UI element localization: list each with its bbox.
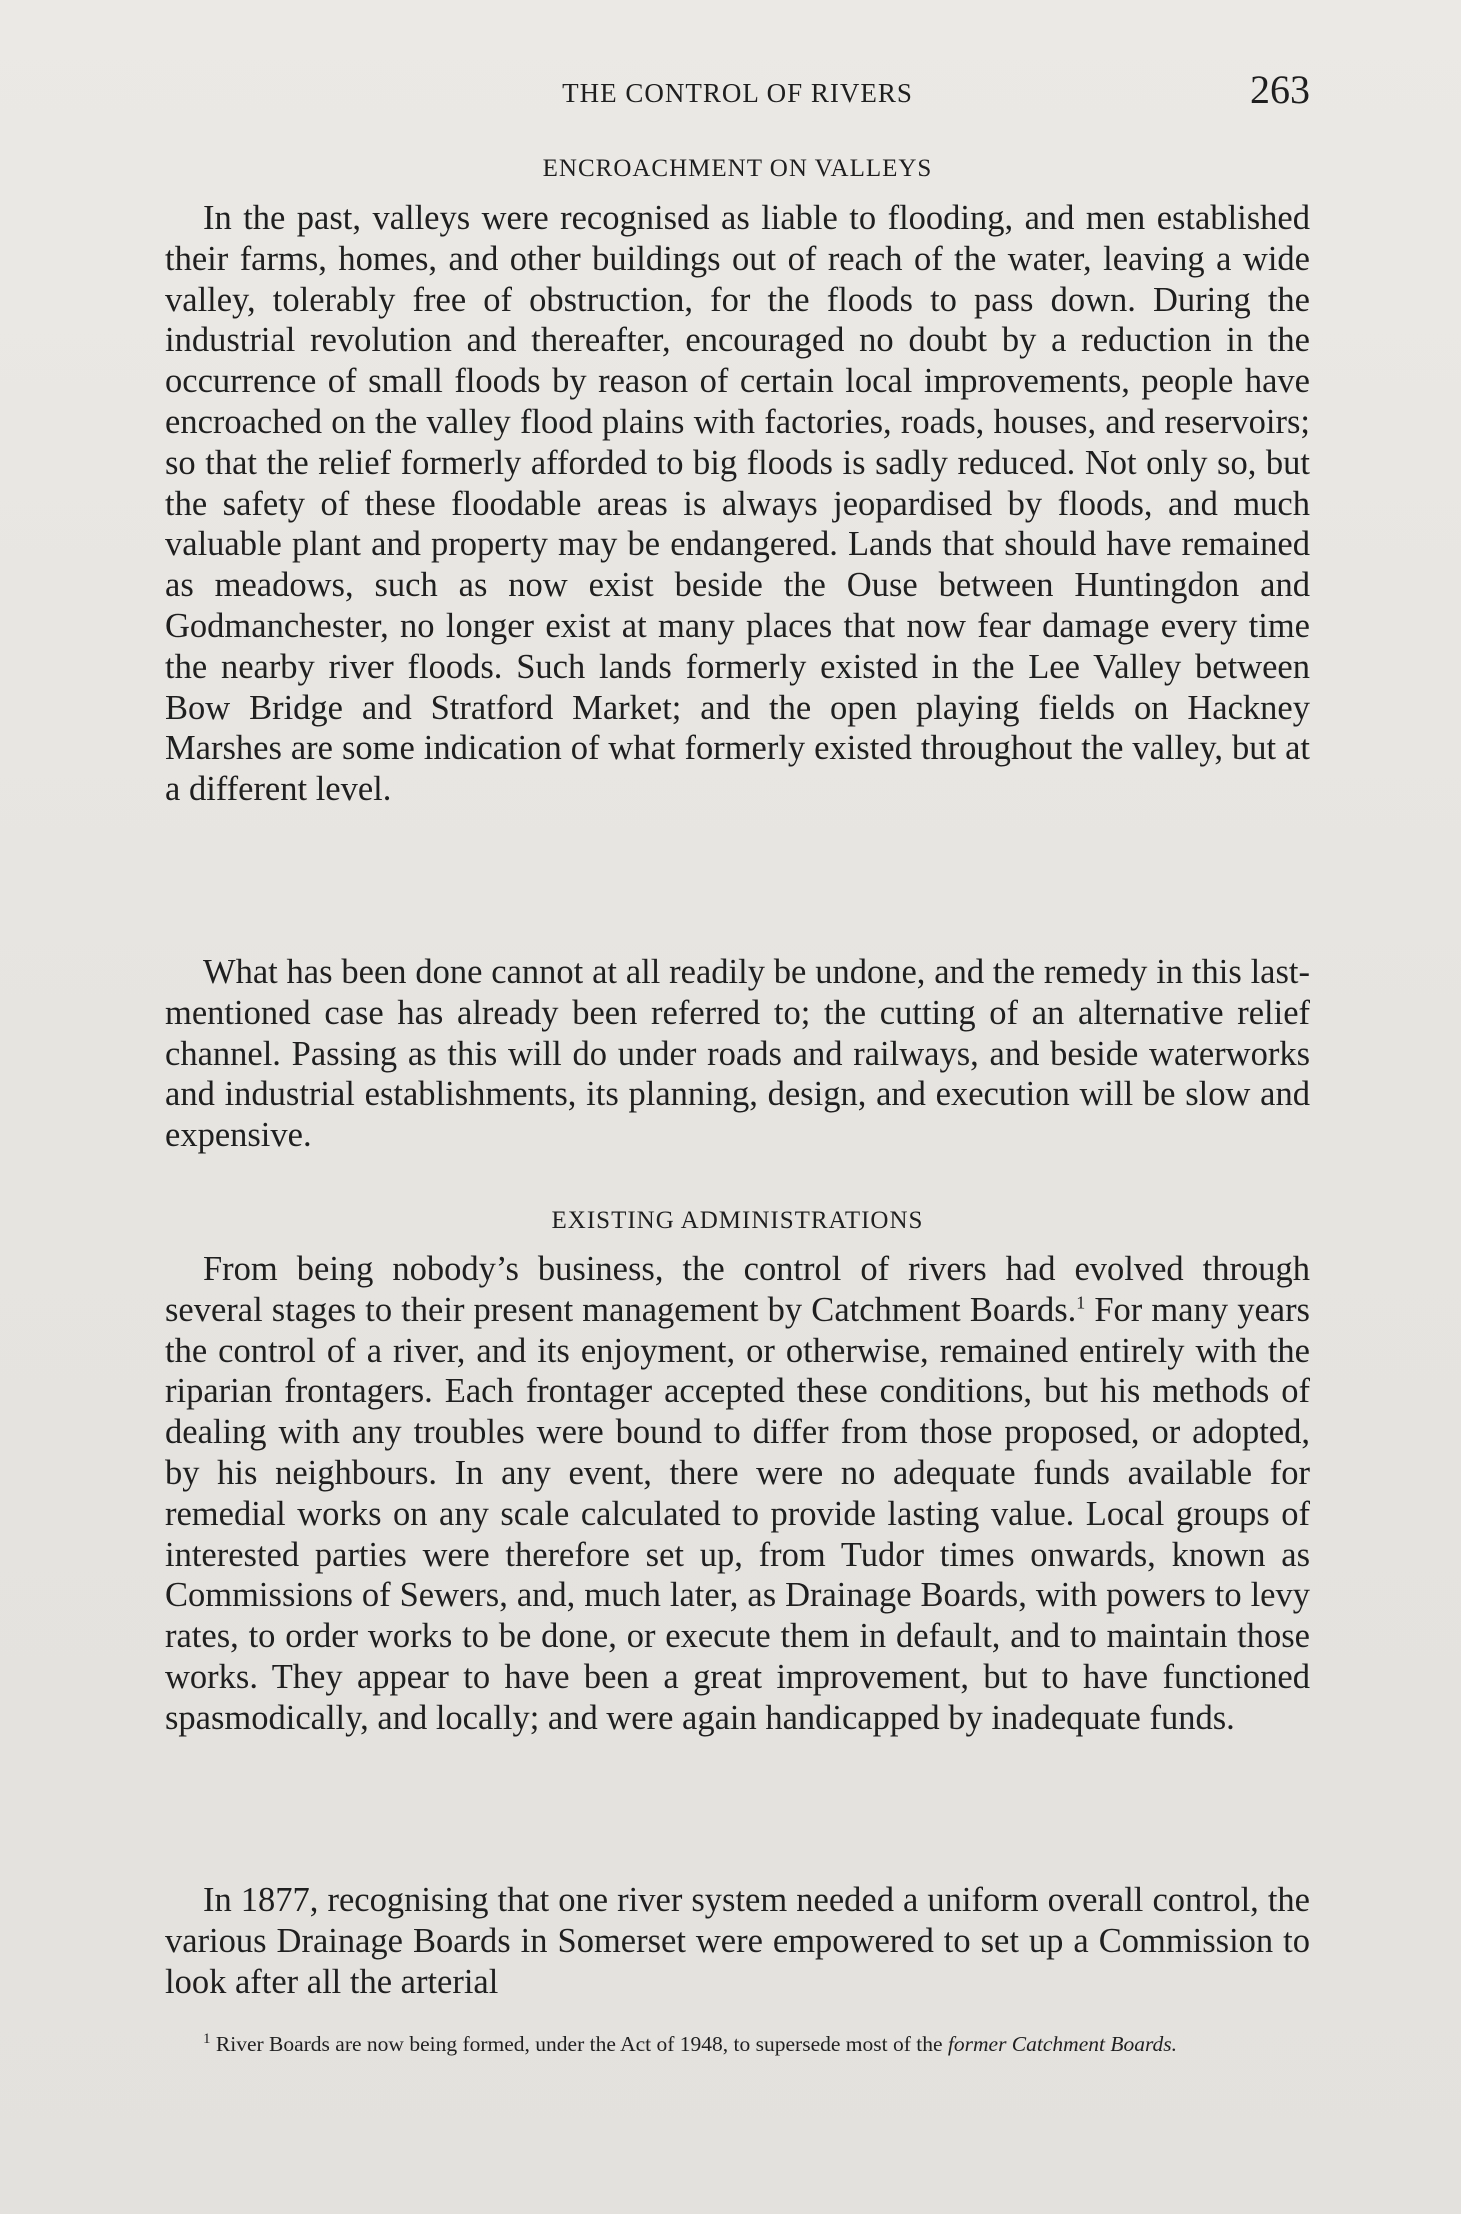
footnote-mark: 1 — [203, 2030, 211, 2047]
paragraph-administrations-2: In 1877, recognising that one river system needed a uniform overall control, the various Drainage Boards in Somerset were empowered to set up a Commission to look after all the arterial — [165, 1881, 1310, 2001]
paragraph-encroachment-1: In the past, valleys were recognised as liable to flooding, and men established their farms, homes, and other buildings out of reach of the water, leaving a wide valley, tolerably free of obstruction, for the floods to pass down. During the industrial revolution and thereafter, encouraged no doubt by a reduction in the occurrence of small floods by reason of certain local improvements, people have encroached on the valley flood plains with factories, roads, houses, and reservoirs; so that the relief formerly afforded to big floods is sadly reduced. Not only so, but the safety of these floodable areas is always jeopardised by floods, and much valuable plant and property may be endangered. Lands that should have remained as meadows, such as now exist beside the Ouse between Huntingdon and Godmanchester, no longer exist at many places that now fear damage every time the nearby river floods. Such lands formerly existed in the Lee Valley between Bow Bridge and Stratford Market; and the open playing fields on Hackney Marshes are some indication of what formerly existed throughout the valley, but at a different level. — [165, 199, 1310, 809]
paragraph-administrations-1 — [165, 1249, 1310, 1739]
paragraph-encroachment-2: What has been done cannot at all readily be undone, and the remedy in this last-mentioned case has already been referred to; the cutting of an alternative relief channel. Passing as this will do under roads and railways, and beside waterworks and industrial establishments, its planning, design, and execution will be slow and expensive. — [165, 953, 1310, 1155]
page-number: 263 — [1250, 67, 1310, 112]
section-heading-administrations: EXISTING ADMINISTRATIONS — [551, 1207, 924, 1234]
paragraph-text-after-note: For many years the control of a river, and its enjoyment, or otherwise, remained entirely with the riparian frontagers. Each frontager accepted these conditions, but his methods of dealing with any troubles were bound to differ from those proposed, or adopted, by his neighbours. In any event, there were no adequate funds available for remedial works on any scale calculated to provide lasting value. Local groups of interested parties were therefore set up, from Tudor times onwards, known as Commissions of Sewers, and, much later, as Drainage Boards, with powers to levy rates, to order works to be done, or execute them in default, and to maintain those works. They appear to have been a great improvement, but to have functioned spasmodically, and locally; and were again handicapped by inadequate funds. — [165, 1290, 1310, 1737]
running-title: THE CONTROL OF RIVERS — [562, 78, 913, 108]
footnote — [165, 2032, 1310, 2057]
running-head — [165, 66, 1310, 126]
paragraph-text-before-note: From being nobody’s business, the control of rivers had evolved through several stages to their present management by Catchment Boards. — [165, 1250, 1310, 1329]
footnote-reference: 1 — [1076, 1292, 1086, 1313]
footnote-text-italic: former Catchment Boards. — [947, 2032, 1178, 2056]
section-heading-encroachment: ENCROACHMENT ON VALLEYS — [542, 155, 933, 182]
footnote-text: River Boards are now being formed, under the Act of 1948, to supersede most of the — [215, 2032, 943, 2056]
